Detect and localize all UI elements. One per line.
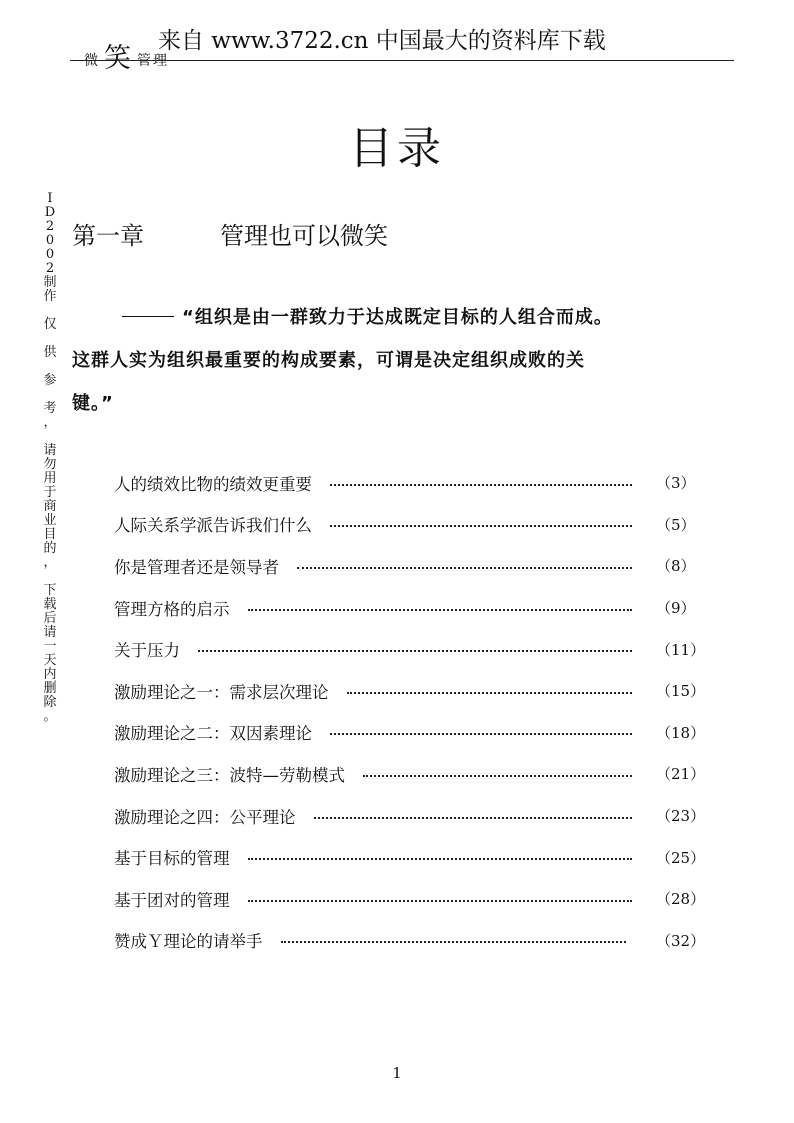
toc-entry-title: 基于团对的管理 (114, 890, 230, 910)
sidebar-char (38, 332, 62, 346)
brand-char-3: 管 (137, 53, 153, 69)
sidebar-char: 天 (43, 653, 57, 668)
sidebar-char: 勿 (43, 457, 57, 472)
toc-entry-title: 激励理论之三：波特—劳勒模式 (114, 765, 345, 785)
page-number: 1 (392, 1064, 402, 1082)
toc-entry-title: 关于压力 (114, 641, 180, 661)
sidebar-char: 参 (43, 373, 57, 388)
toc-entry-page: （15） (656, 682, 706, 701)
toc-entry-title: 激励理论之二：双因素理论 (114, 724, 312, 744)
toc-entry[interactable] (114, 545, 704, 587)
toc-entry-page: （25） (656, 848, 706, 867)
sidebar-char: 于 (43, 485, 57, 500)
toc-leader-dots (281, 941, 627, 943)
brand-char-2: 笑 (104, 43, 133, 74)
toc-leader-dots (314, 817, 633, 819)
toc-entry[interactable] (114, 504, 704, 546)
sidebar-char: 请 (43, 625, 57, 640)
sidebar-char (38, 304, 62, 318)
toc-entry-title: 基于目标的管理 (114, 849, 230, 869)
toc-entry[interactable] (114, 628, 704, 670)
toc-entry[interactable] (114, 920, 704, 962)
quote-dash (122, 316, 174, 317)
sidebar-char: 商 (43, 499, 57, 514)
sidebar-char: 后 (43, 611, 57, 626)
brand-char-4: 理 (153, 53, 169, 69)
chapter-number: 第一章 (72, 222, 144, 250)
sidebar-char: 。 (43, 709, 57, 724)
sidebar-char: 2 (45, 261, 55, 276)
toc-leader-dots (330, 733, 632, 735)
sidebar-char: 载 (43, 597, 57, 612)
toc-leader-dots (248, 609, 633, 611)
sidebar-char: 业 (43, 513, 57, 528)
toc-entry-page: （5） (656, 515, 696, 534)
chapter-quote (72, 296, 742, 425)
toc-entry-page: （23） (656, 807, 706, 826)
sidebar-char: 考 (43, 401, 57, 416)
sidebar-char: 除 (43, 695, 57, 710)
sidebar-char: 的 (43, 541, 57, 556)
toc-entry[interactable] (114, 753, 704, 795)
quote-line-2: 这群人实为组织最重要的构成要素，可谓是决定组织成败的关 (72, 350, 585, 371)
toc-leader-dots (347, 692, 633, 694)
sidebar-char (38, 570, 62, 584)
quote-line-1: “组织是由一群致力于达成既定目标的人组合而成。 (72, 296, 742, 339)
sidebar-char: D (44, 205, 56, 220)
toc-entry-title: 人的绩效比物的绩效更重要 (114, 474, 312, 494)
toc-entry[interactable] (114, 587, 704, 629)
toc-leader-dots (297, 567, 632, 569)
toc-leader-dots (248, 900, 633, 902)
chapter-heading (72, 216, 388, 251)
sidebar-char (38, 388, 62, 402)
toc-entry-title: 管理方格的启示 (114, 599, 230, 619)
sidebar-char: 作 (43, 289, 57, 304)
sidebar-char (38, 360, 62, 374)
toc-leader-dots (248, 858, 633, 860)
sidebar-char (38, 430, 62, 444)
header-brand (84, 36, 169, 75)
sidebar-char: 请 (43, 443, 57, 458)
page-title: 目录 (349, 123, 445, 174)
toc-entry-title: 激励理论之四：公平理论 (114, 807, 296, 827)
toc-entry[interactable] (114, 836, 704, 878)
toc-entry-page: （18） (656, 723, 706, 742)
chapter-name: 管理也可以微笑 (220, 222, 388, 250)
toc-entry-title: 人际关系学派告诉我们什么 (114, 516, 312, 536)
sidebar-char: I (47, 191, 53, 206)
toc-entry-page: （28） (656, 890, 706, 909)
sidebar-char: 0 (45, 233, 55, 248)
header-source: 来自 www.3722.cn 中国最大的资料库下载 (158, 28, 606, 54)
sidebar-char: 用 (43, 471, 57, 486)
sidebar-char: 2 (45, 219, 55, 234)
quote-line-3: 键。” (72, 393, 114, 414)
sidebar-char: 目 (43, 527, 57, 542)
sidebar-char: 下 (43, 583, 57, 598)
sidebar-char: 删 (43, 681, 57, 696)
sidebar-char: 仅 (43, 317, 57, 332)
toc-entry[interactable] (114, 795, 704, 837)
toc-entry[interactable] (114, 712, 704, 754)
toc-entry[interactable] (114, 878, 704, 920)
toc-leader-dots (330, 484, 632, 486)
sidebar-char: 0 (45, 247, 55, 262)
sidebar-char: ， (43, 555, 57, 570)
sidebar-char: 内 (43, 667, 57, 682)
toc-entry-title: 激励理论之一：需求层次理论 (114, 682, 329, 702)
sidebar-char: 一 (43, 639, 57, 654)
sidebar-char: ， (43, 415, 57, 430)
toc-entry-page: （8） (656, 557, 696, 576)
sidebar-notice (38, 192, 62, 724)
toc-leader-dots (330, 525, 632, 527)
sidebar-char: 供 (43, 345, 57, 360)
toc-entry-page: （9） (656, 599, 696, 618)
table-of-contents (114, 462, 704, 961)
toc-entry-page: （32） (656, 931, 706, 950)
toc-entry-title: 你是管理者还是领导者 (114, 557, 279, 577)
toc-entry-page: （21） (656, 765, 706, 784)
toc-entry[interactable] (114, 462, 704, 504)
toc-leader-dots (363, 775, 632, 777)
toc-entry-page: （3） (656, 474, 696, 493)
toc-leader-dots (198, 650, 632, 652)
toc-entry-title: 赞成Ｙ理论的请举手 (114, 932, 263, 952)
header-divider (70, 60, 734, 61)
toc-entry[interactable] (114, 670, 704, 712)
sidebar-char: 制 (43, 275, 57, 290)
brand-char-1: 微 (84, 53, 100, 69)
toc-entry-page: （11） (656, 640, 706, 659)
